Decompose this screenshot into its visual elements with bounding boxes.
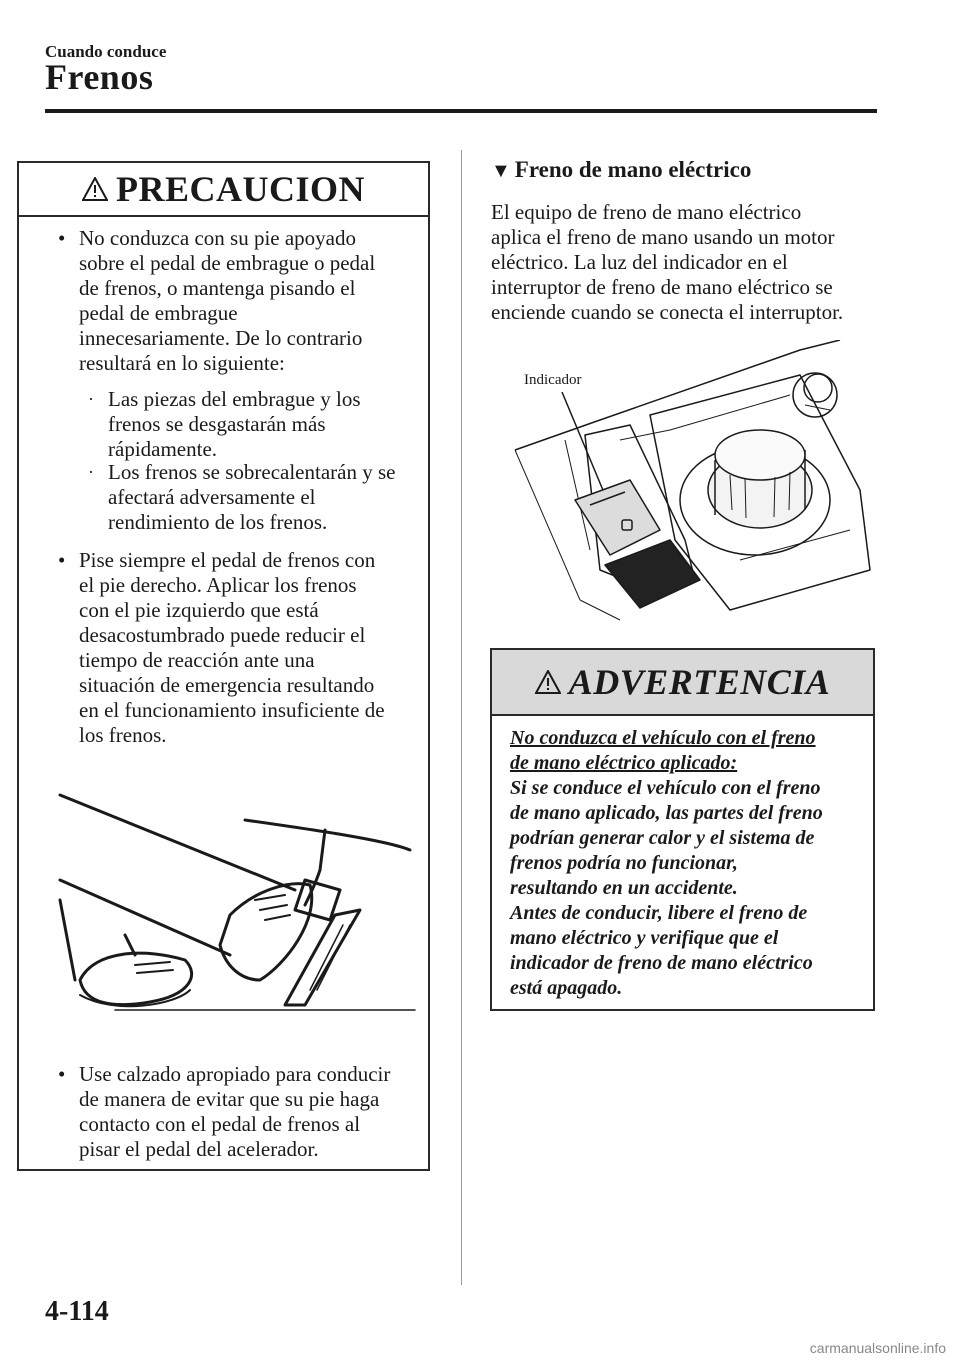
text-line: Si se conduce el vehículo con el freno — [510, 777, 821, 799]
text-line: pisar el pedal del acelerador. — [79, 1137, 319, 1161]
text-line: eléctrico. La luz del indicador en el — [491, 250, 788, 274]
text-line: los frenos. — [79, 723, 167, 747]
warning-triangle-icon — [82, 177, 108, 201]
section-label: Cuando conduce — [45, 42, 167, 61]
text-line: frenos se desgastarán más — [108, 412, 326, 436]
epb-paragraph — [491, 200, 881, 325]
parking-brake-illustration — [510, 340, 875, 630]
text-line: pedal de embrague — [79, 301, 238, 325]
text-line: desacostumbrado puede reducir el — [79, 623, 366, 647]
text-line: aplica el freno de mano usando un motor — [491, 225, 835, 249]
page-title: Frenos — [45, 57, 154, 97]
column-divider — [461, 150, 462, 1285]
caution-bullet-3 — [55, 1062, 390, 1162]
text-line: podrían generar calor y el sistema de — [510, 827, 815, 849]
text-line: enciende cuando se conecta el interruptor. — [491, 300, 844, 324]
text-line: el pie derecho. Aplicar los frenos — [79, 573, 357, 597]
text-line: en el funcionamiento insuficiente de — [79, 698, 385, 722]
bullet-dot: • — [58, 548, 66, 572]
bullet-dot: · — [88, 389, 94, 409]
caution-bullet-1 — [55, 226, 375, 376]
section-heading-text: Freno de mano eléctrico — [514, 157, 752, 182]
section-heading — [491, 157, 751, 183]
text-line: está apagado. — [510, 977, 623, 999]
text-line: frenos podría no funcionar, — [510, 852, 738, 874]
text-line: resultando en un accidente. — [510, 877, 738, 899]
text-line: contacto con el pedal de frenos al — [79, 1112, 361, 1136]
warning-underlined-line: No conduzca el vehículo con el freno — [510, 727, 816, 749]
warning-underlined-line: de mano eléctrico aplicado: — [510, 752, 738, 774]
bullet-dot: • — [58, 226, 66, 250]
warning-body — [492, 716, 873, 1001]
warning-title: ADVERTENCIA — [568, 662, 831, 702]
text-line: innecesariamente. De lo contrario — [79, 326, 363, 350]
text-line: Las piezas del embrague y los — [108, 387, 361, 411]
text-line: interruptor de freno de mano eléctrico se — [491, 275, 833, 299]
text-line: tiempo de reacción ante una — [79, 648, 315, 672]
text-line: resultará en lo siguiente: — [79, 351, 285, 375]
caution-bullet-2 — [55, 548, 385, 748]
warning-header — [492, 650, 873, 716]
text-line: El equipo de freno de mano eléctrico — [491, 200, 802, 224]
text-line: sobre el pedal de embrague o pedal — [79, 251, 376, 275]
text-line: indicador de freno de mano eléctrico — [510, 952, 813, 974]
text-line: Antes de conducir, libere el freno de — [510, 902, 808, 924]
warning-triangle-icon — [535, 670, 561, 694]
caution-subbullet-1 — [88, 387, 361, 462]
text-line: No conduzca con su pie apoyado — [79, 226, 356, 250]
text-line: con el pie izquierdo que está — [79, 598, 319, 622]
text-line: Los frenos se sobrecalentarán y se — [108, 460, 396, 484]
warning-box — [490, 648, 875, 1011]
text-line: rápidamente. — [108, 437, 218, 461]
text-line: de frenos, o mantenga pisando el — [79, 276, 356, 300]
text-line: rendimiento de los frenos. — [108, 510, 328, 534]
caution-title: PRECAUCION — [115, 169, 365, 209]
text-line: situación de emergencia resultando — [79, 673, 375, 697]
indicator-label: Indicador — [524, 372, 582, 388]
bullet-dot: · — [88, 462, 94, 482]
text-line: afectará adversamente el — [108, 485, 316, 509]
page-number: 4-114 — [45, 1296, 109, 1327]
caution-subbullet-2 — [88, 460, 395, 535]
watermark: carmanualsonline.info — [809, 1340, 946, 1356]
triangle-bullet-icon: ▼ — [491, 160, 511, 182]
text-line: de manera de evitar que su pie haga — [79, 1087, 380, 1111]
bullet-dot: • — [58, 1062, 66, 1086]
pedal-illustration — [55, 780, 425, 1030]
text-line: Pise siempre el pedal de frenos con — [79, 548, 376, 572]
text-line: de mano aplicado, las partes del freno — [510, 802, 823, 824]
caution-header — [19, 163, 428, 217]
header-rule — [45, 109, 877, 113]
text-line: mano eléctrico y verifique que el — [510, 927, 779, 949]
text-line: Use calzado apropiado para conducir — [79, 1062, 391, 1086]
